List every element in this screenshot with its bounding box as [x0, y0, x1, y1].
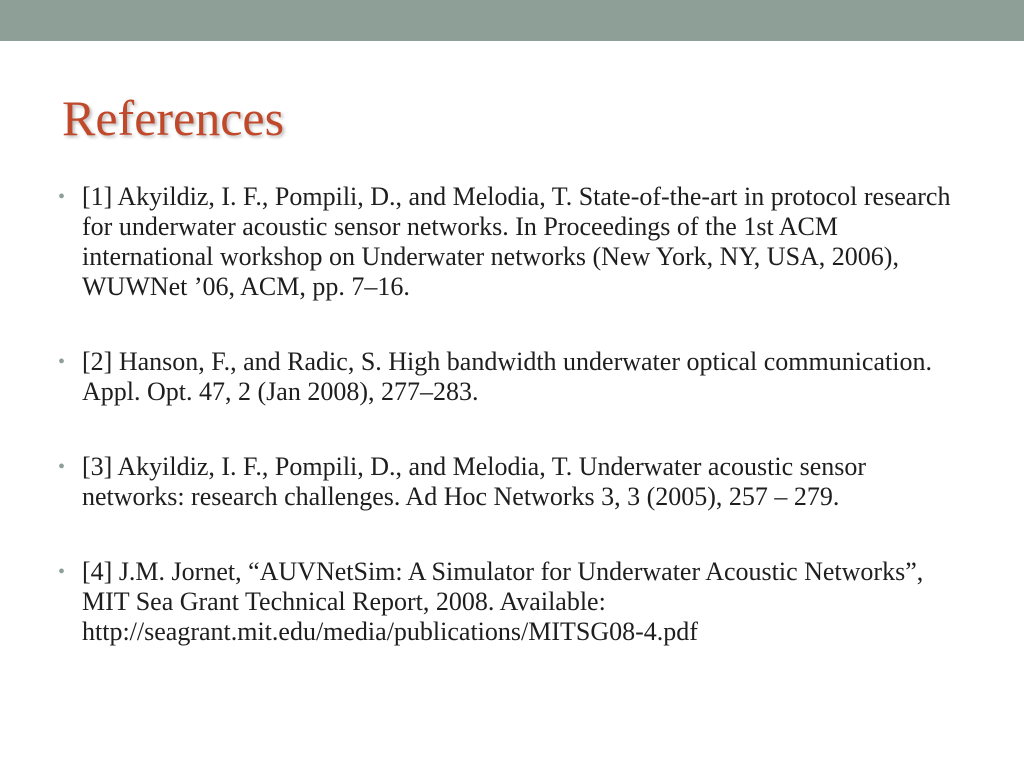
reference-item-4	[58, 557, 958, 647]
reference-text-3: [3] Akyildiz, I. F., Pompili, D., and Melodia, T. Underwater acoustic sensor networks: research challenges. Ad Hoc Networks 3, 3 (2005), 257 – 279.	[82, 452, 867, 511]
bullet-icon: •	[58, 186, 66, 208]
reference-item-2	[58, 347, 958, 407]
reference-text-1: [1] Akyildiz, I. F., Pompili, D., and Melodia, T. State-of-the-art in protocol research for underwater acoustic sensor networks. In Proceedings of the 1st ACM international workshop on Underwater networks (New York, NY, USA, 2006), WUWNet ’06, ACM, pp. 7–16.	[82, 182, 951, 301]
reference-text-2: [2] Hanson, F., and Radic, S. High bandwidth underwater optical communication. Appl. Opt. 47, 2 (Jan 2008), 277–283.	[82, 347, 932, 406]
reference-text-4: [4] J.M. Jornet, “AUVNetSim: A Simulator for Underwater Acoustic Networks”, MIT Sea Grant Technical Report, 2008. Available: http://seagrant.mit.edu/media/publications/MITSG08-4.pdf	[82, 557, 924, 646]
reference-item-1	[58, 182, 958, 302]
bullet-icon: •	[58, 456, 66, 478]
bullet-icon: •	[58, 561, 66, 583]
slide-title: References	[62, 90, 285, 146]
bullet-icon: •	[58, 351, 66, 373]
reference-list	[58, 182, 958, 647]
top-accent-bar	[0, 0, 1024, 41]
reference-item-3	[58, 452, 958, 512]
